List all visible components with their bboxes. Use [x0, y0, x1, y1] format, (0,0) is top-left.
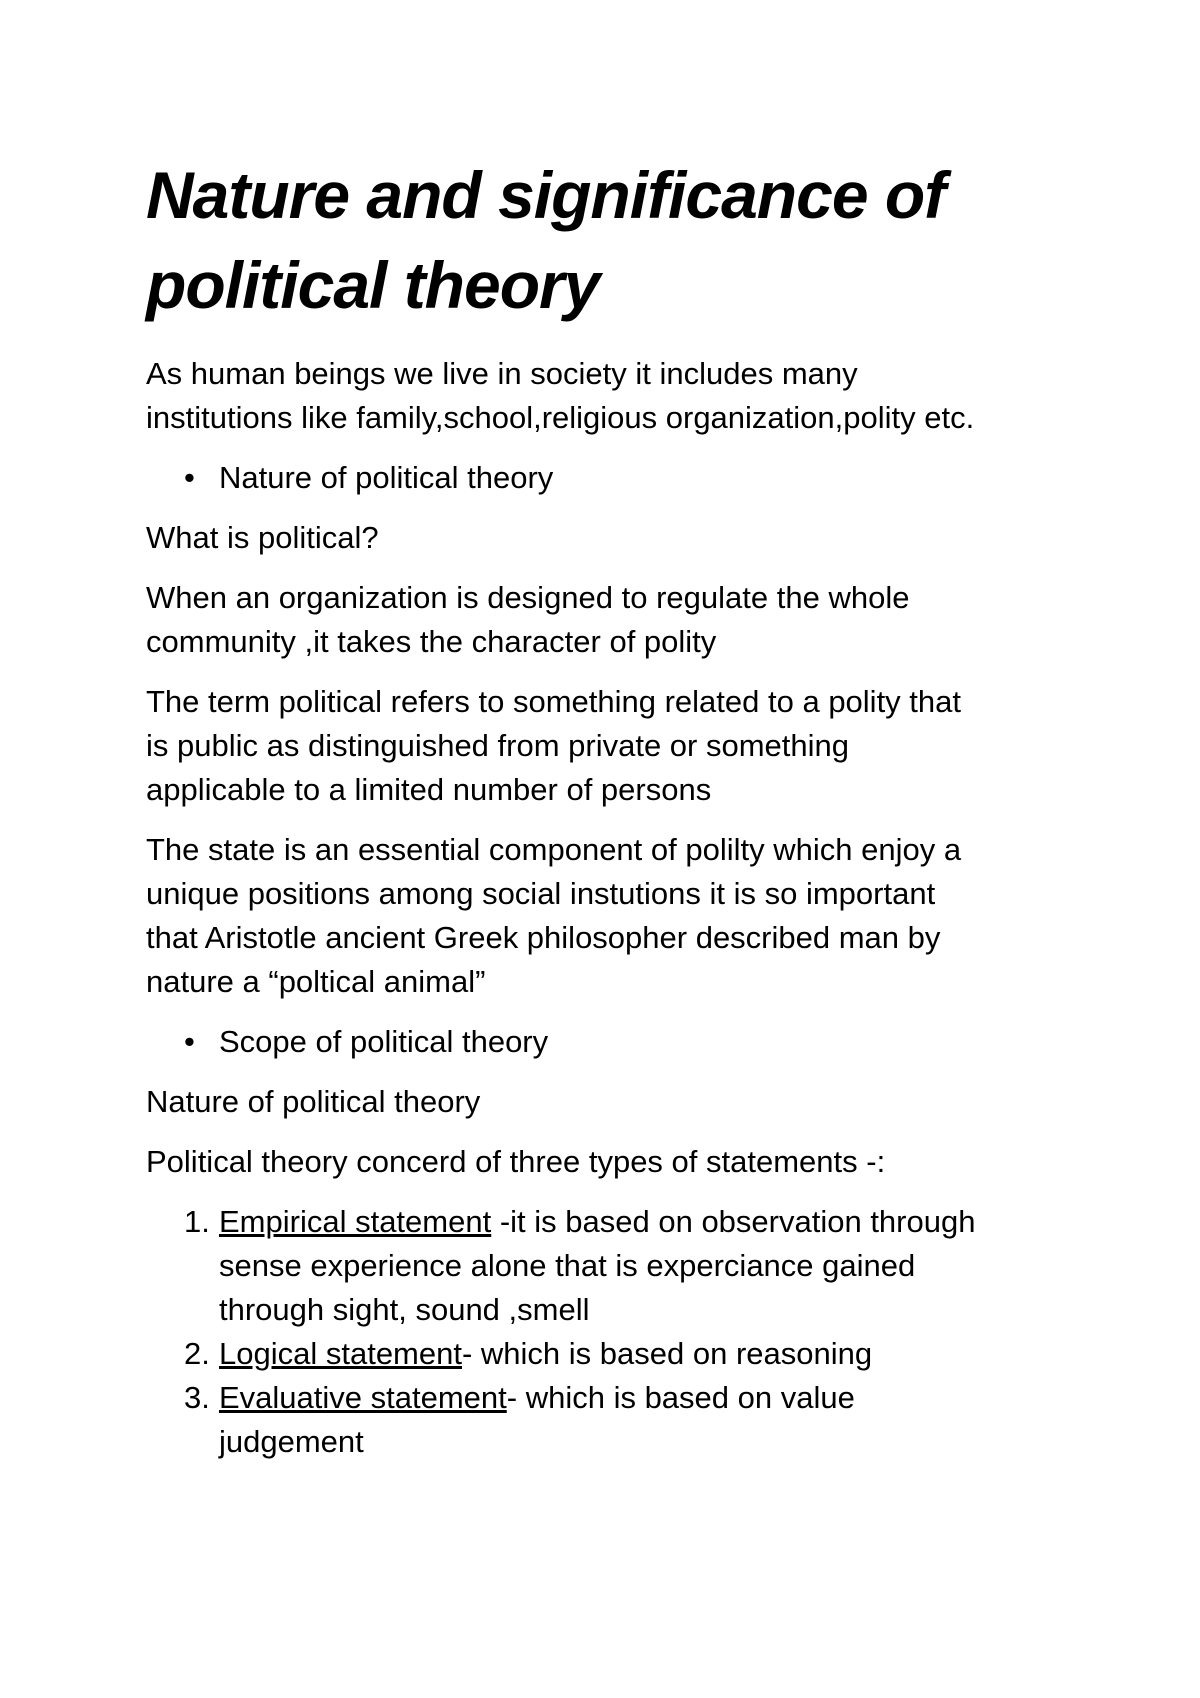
term-description: - which is based on value: [506, 1380, 855, 1415]
list-number: 2.: [184, 1336, 210, 1371]
list-item: [146, 1200, 1076, 1332]
bullet-icon: •: [184, 460, 195, 495]
text-line: As human beings we live in society it includes many: [146, 356, 858, 391]
paragraph-term-political: [146, 680, 1076, 812]
text-line: unique positions among social instutions it is so important: [146, 876, 936, 911]
bullet-item-scope: [146, 1020, 1076, 1064]
text-line: The term political refers to something related to a polity that: [146, 684, 962, 719]
question-line: What is political?: [146, 520, 379, 555]
bullet-icon: •: [184, 1024, 195, 1059]
list-number: 3.: [184, 1380, 210, 1415]
text-line: [219, 1200, 1076, 1244]
title-line: political theory: [146, 248, 600, 322]
document-page: [146, 150, 1076, 1464]
title-line: Nature and significance of: [146, 158, 946, 232]
text-line: nature a “poltical animal”: [146, 964, 486, 999]
text-line: sense experience alone that is experciance gained: [219, 1248, 916, 1283]
paragraph-state: [146, 828, 1076, 1004]
text-line: [219, 1332, 1076, 1376]
term-underlined: Evaluative statement: [219, 1380, 507, 1415]
text-line: judgement: [219, 1424, 364, 1459]
sub-heading: Nature of political theory: [146, 1084, 481, 1119]
term-description: - which is based on reasoning: [461, 1336, 873, 1371]
text-line: When an organization is designed to regulate the whole: [146, 580, 910, 615]
text-line: community ,it takes the character of polity: [146, 624, 717, 659]
list-item: [146, 1376, 1076, 1464]
list-number: 1.: [184, 1204, 210, 1239]
statement-intro: Political theory concerd of three types of statements -:: [146, 1144, 886, 1179]
text-line: through sight, sound ,smell: [219, 1292, 590, 1327]
numbered-list: [146, 1200, 1076, 1464]
bullet-text: Scope of political theory: [219, 1024, 549, 1059]
text-line: applicable to a limited number of persons: [146, 772, 712, 807]
bullet-text: Nature of political theory: [219, 460, 554, 495]
term-description: -it is based on observation through: [491, 1204, 976, 1239]
list-item: [146, 1332, 1076, 1376]
bullet-item-nature: [146, 456, 1076, 500]
text-line: institutions like family,school,religious organization,polity etc.: [146, 400, 975, 435]
paragraph-organization: [146, 576, 1076, 664]
text-line: [219, 1376, 1076, 1420]
text-line: is public as distinguished from private or something: [146, 728, 850, 763]
page-title: [146, 150, 1076, 330]
term-underlined: Empirical statement: [219, 1204, 492, 1239]
text-line: that Aristotle ancient Greek philosopher described man by: [146, 920, 941, 955]
term-underlined: Logical statement: [219, 1336, 462, 1371]
text-line: The state is an essential component of polilty which enjoy a: [146, 832, 962, 867]
intro-paragraph: [146, 352, 1076, 440]
